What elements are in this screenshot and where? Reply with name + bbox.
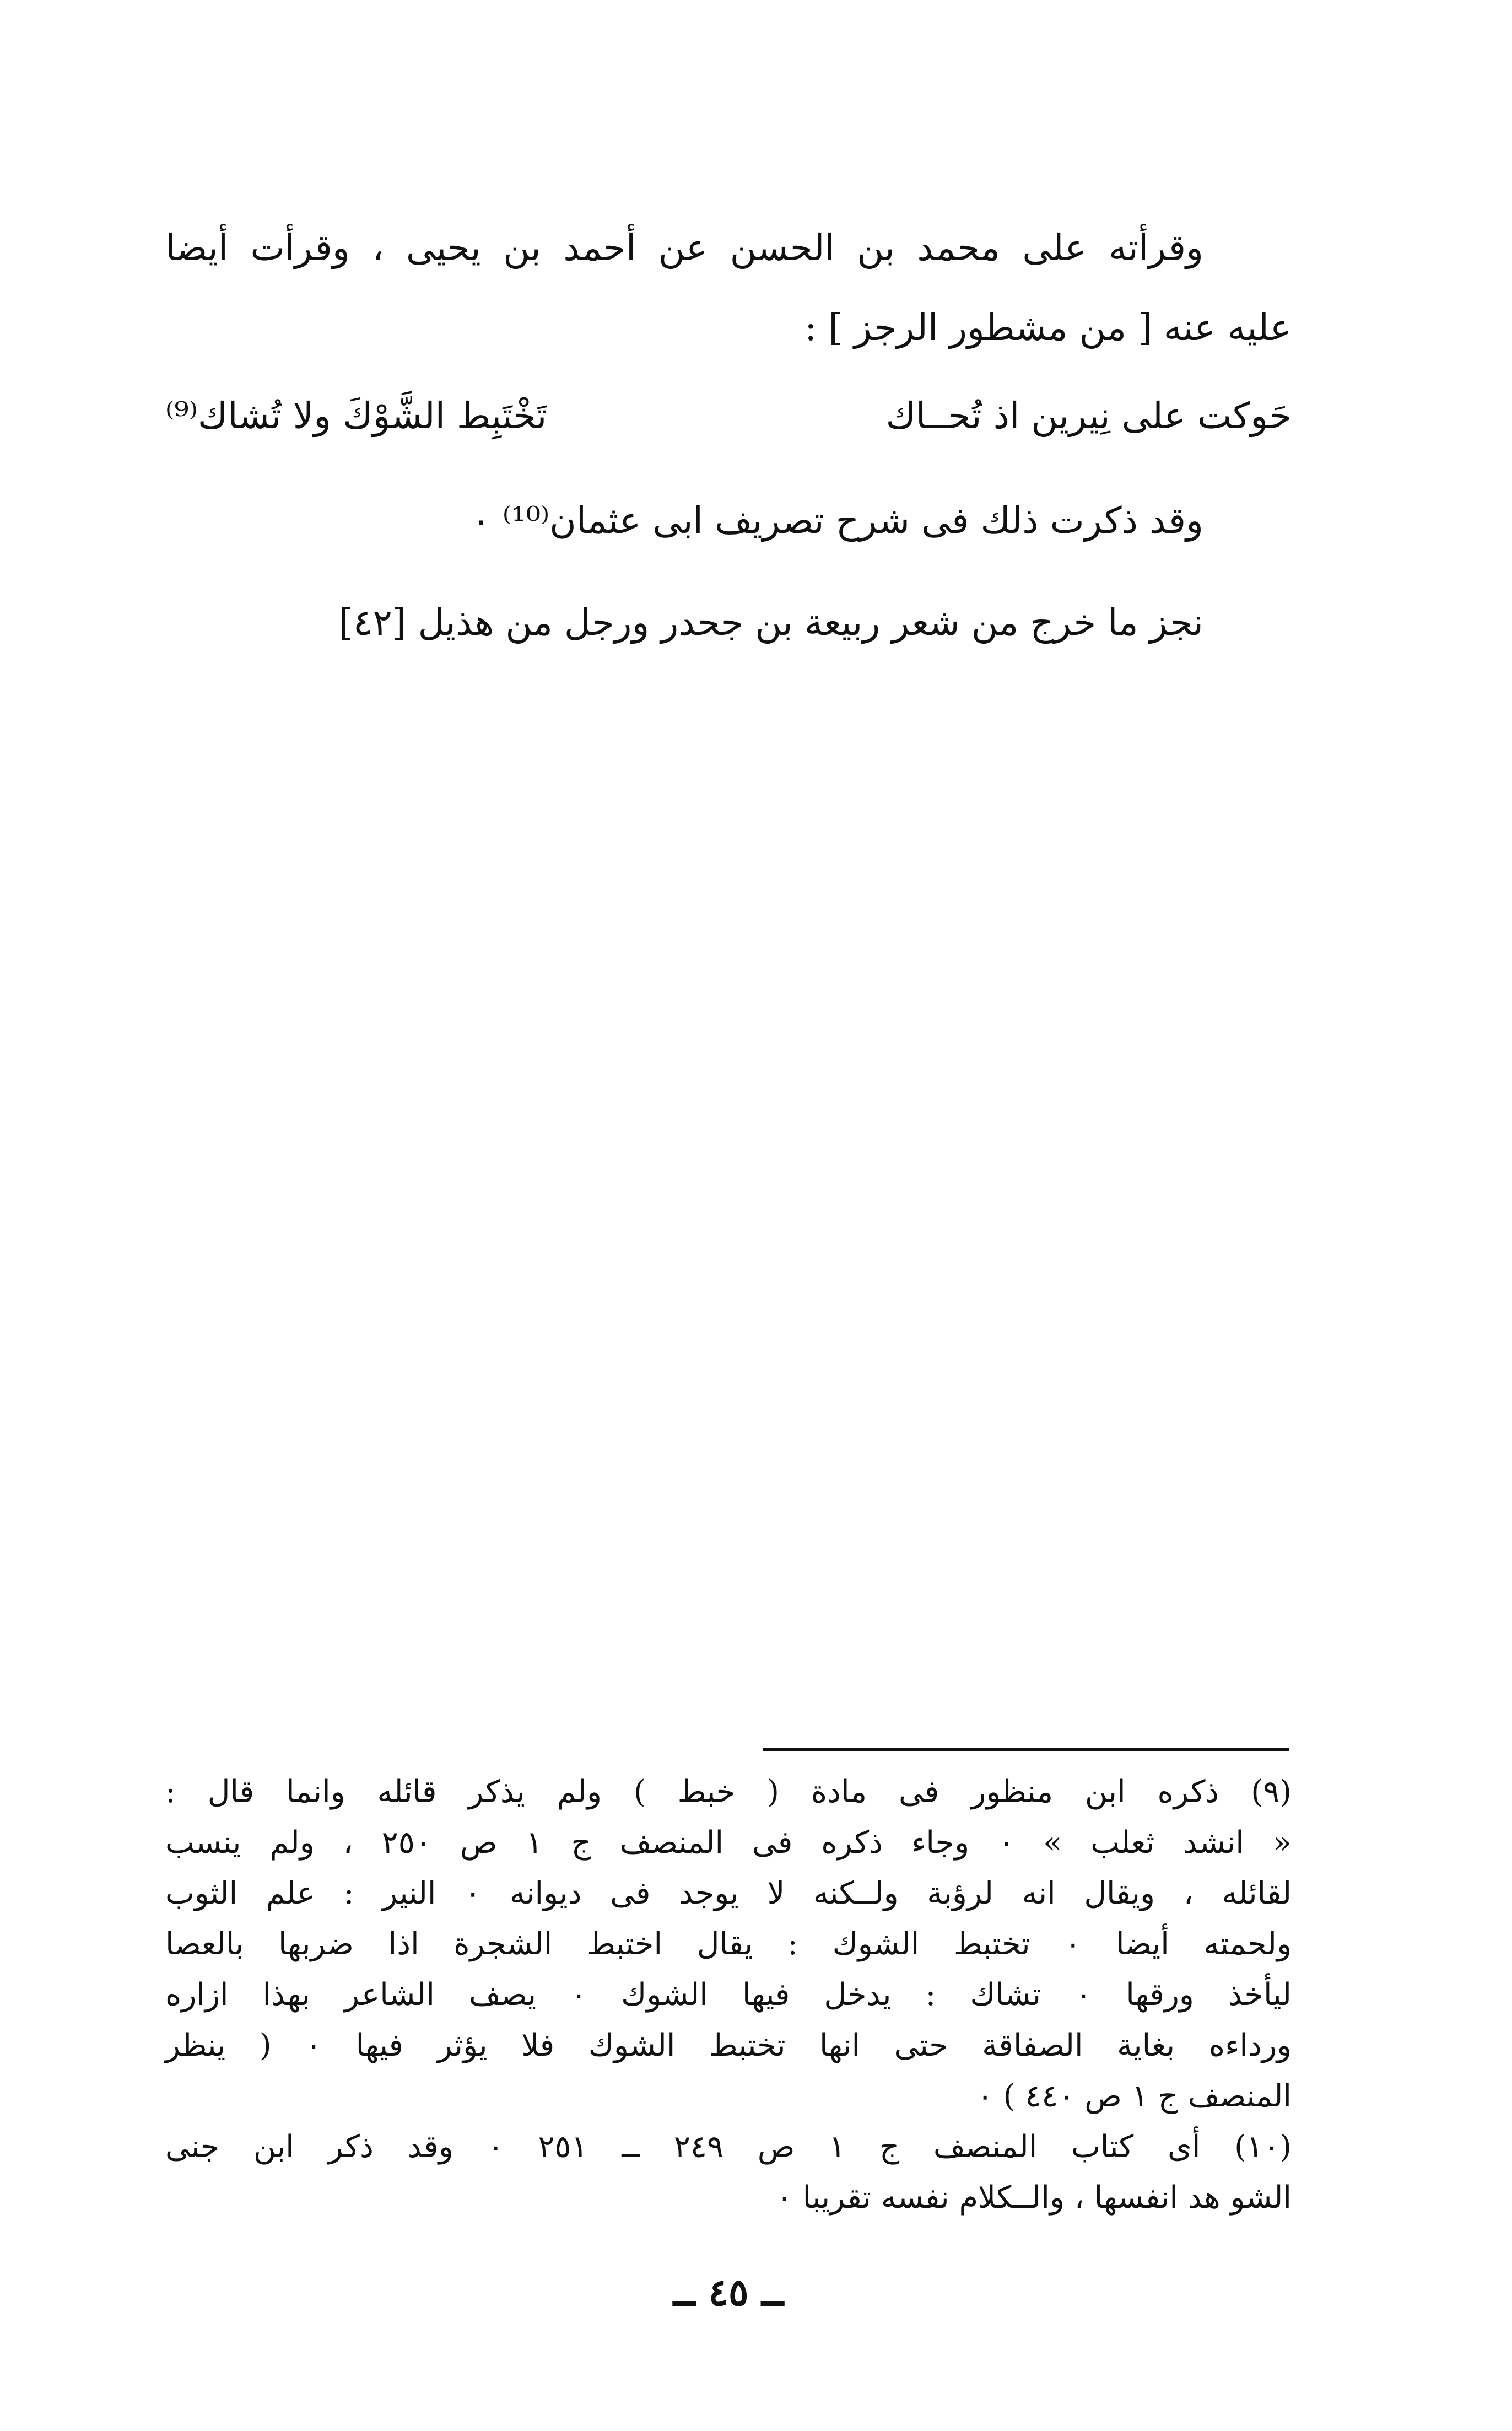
footnote-line: المنصف ج ١ ص ٤٤٠ ) ٠ [976,2078,1292,2114]
footnote-line: « انشد ثعلب » ٠ وجاء ذكره فى المنصف ج ١ ص ٢٥٠ ، ولم ينسب [165,1825,1292,1861]
verse-second-hemistich: تَخْتَبِط الشَّوْكَ ولا تُشاك⁽⁹⁾ [165,395,547,437]
footnote-line: ورداءه بغاية الصفاقة حتى انها تختبط الشوك فلا يؤثر فيها ٠ ( ينظر [165,2028,1292,2063]
footnote-line: ولحمته أيضا ٠ تختبط الشوك : يقال اختبط الشجرة اذا ضربها بالعصا [165,1926,1292,1962]
verse-first-hemistich: حَوكت على نِيرين اذ تُحــاك [885,395,1292,437]
body-line-4: وقد ذكرت ذلك فى شرح تصريف ابى عثمان⁽¹⁰⁾ ٠ [471,499,1203,542]
footnote-line: (٩) ذكره ابن منظور فى مادة ( خبط ) ولم يذكر قائله وانما قال : [165,1774,1292,1810]
footnote-line: ليأخذ ورقها ٠ تشاك : يدخل فيها الشوك ٠ يصف الشاعر بهذا ازاره [165,1977,1292,2013]
body-line-1: وقرأته على محمد بن الحسن عن أحمد بن يحيى ، وقرأت أيضا [165,227,1203,269]
body-line-5: نجز ما خرج من شعر ربيعة بن جحدر ورجل من هذيل [٤٢] [339,601,1203,644]
verse-line [165,394,1292,438]
body-line-2: عليه عنه [ من مشطور الرجز ] : [804,306,1292,349]
page-number: ــ ٤٥ ــ [673,2271,784,2315]
footnote-line: الشو هد انفسها ، والــكلام نفسه تقريبا ٠ [776,2180,1292,2216]
footnote-separator [763,1748,1289,1751]
footnote-line: (١٠) أى كتاب المنصف ج ١ ص ٢٤٩ ــ ٢٥١ ٠ وقد ذكر ابن جنى [165,2129,1292,2165]
footnote-line: لقائله ، ويقال انه لرؤبة ولــكنه لا يوجد فى ديوانه ٠ النير : علم الثوب [165,1875,1292,1911]
